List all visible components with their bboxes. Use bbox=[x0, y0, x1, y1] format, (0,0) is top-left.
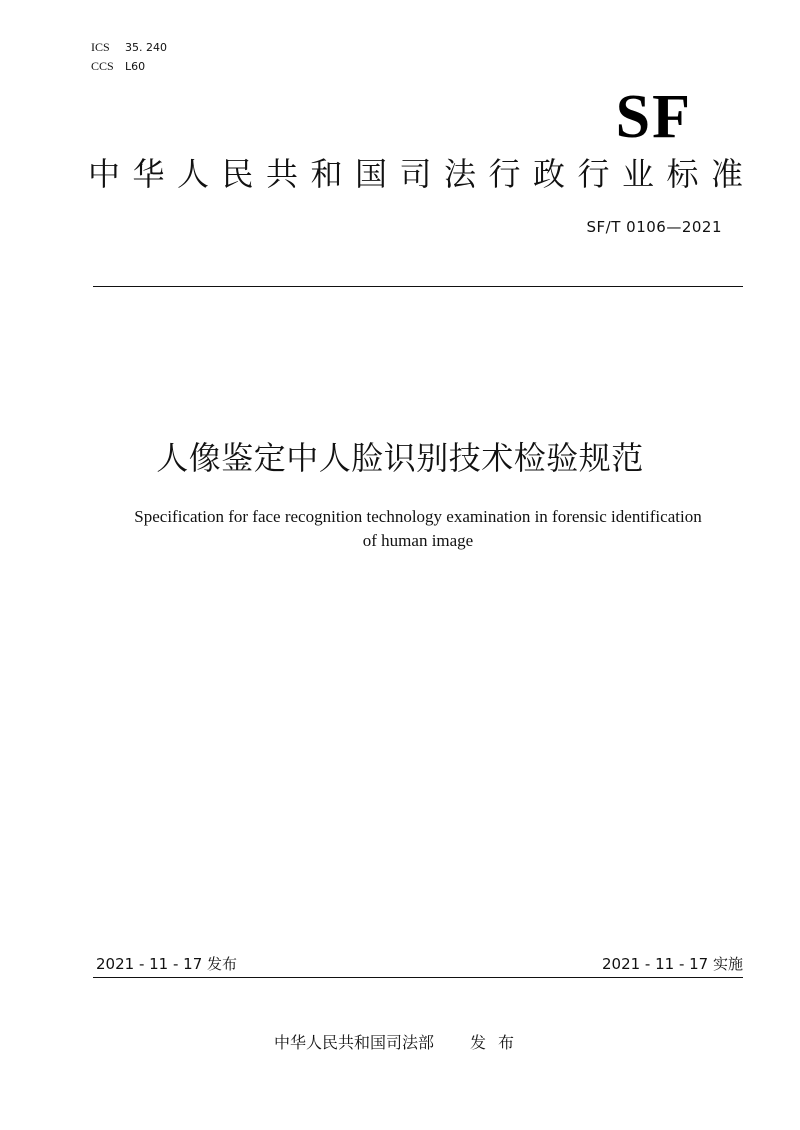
document-title-chinese: 人像鉴定中人脸识别技术检验规范 bbox=[156, 439, 644, 477]
ics-value: 35. 240 bbox=[125, 41, 167, 54]
english-title-line-1: Specification for face recognition technology examination in forensic identification bbox=[134, 507, 702, 526]
standard-type-heading: 中华人民共和国司法行政行业标准 bbox=[88, 155, 756, 193]
issuer-name: 中华人民共和国司法部 bbox=[273, 1033, 434, 1052]
top-divider bbox=[93, 286, 743, 287]
classification-codes bbox=[91, 38, 167, 76]
ccs-label: CCS bbox=[91, 59, 114, 73]
standard-number: SF/T 0106—2021 bbox=[586, 218, 722, 236]
publisher-line bbox=[0, 1031, 800, 1055]
sf-logo: SF bbox=[615, 83, 692, 151]
ics-code-row bbox=[91, 38, 167, 57]
english-title-line-2: of human image bbox=[362, 531, 474, 550]
release-date: 2021 - 11 - 17 发布 bbox=[96, 955, 238, 973]
ccs-value: L60 bbox=[125, 60, 146, 73]
bottom-divider bbox=[93, 977, 743, 978]
ccs-code-row bbox=[91, 57, 167, 76]
issuer-action: 发布 bbox=[470, 1033, 527, 1052]
implementation-date: 2021 - 11 - 17 实施 bbox=[601, 955, 743, 973]
ics-label: ICS bbox=[91, 40, 110, 54]
document-title-english bbox=[90, 505, 746, 553]
